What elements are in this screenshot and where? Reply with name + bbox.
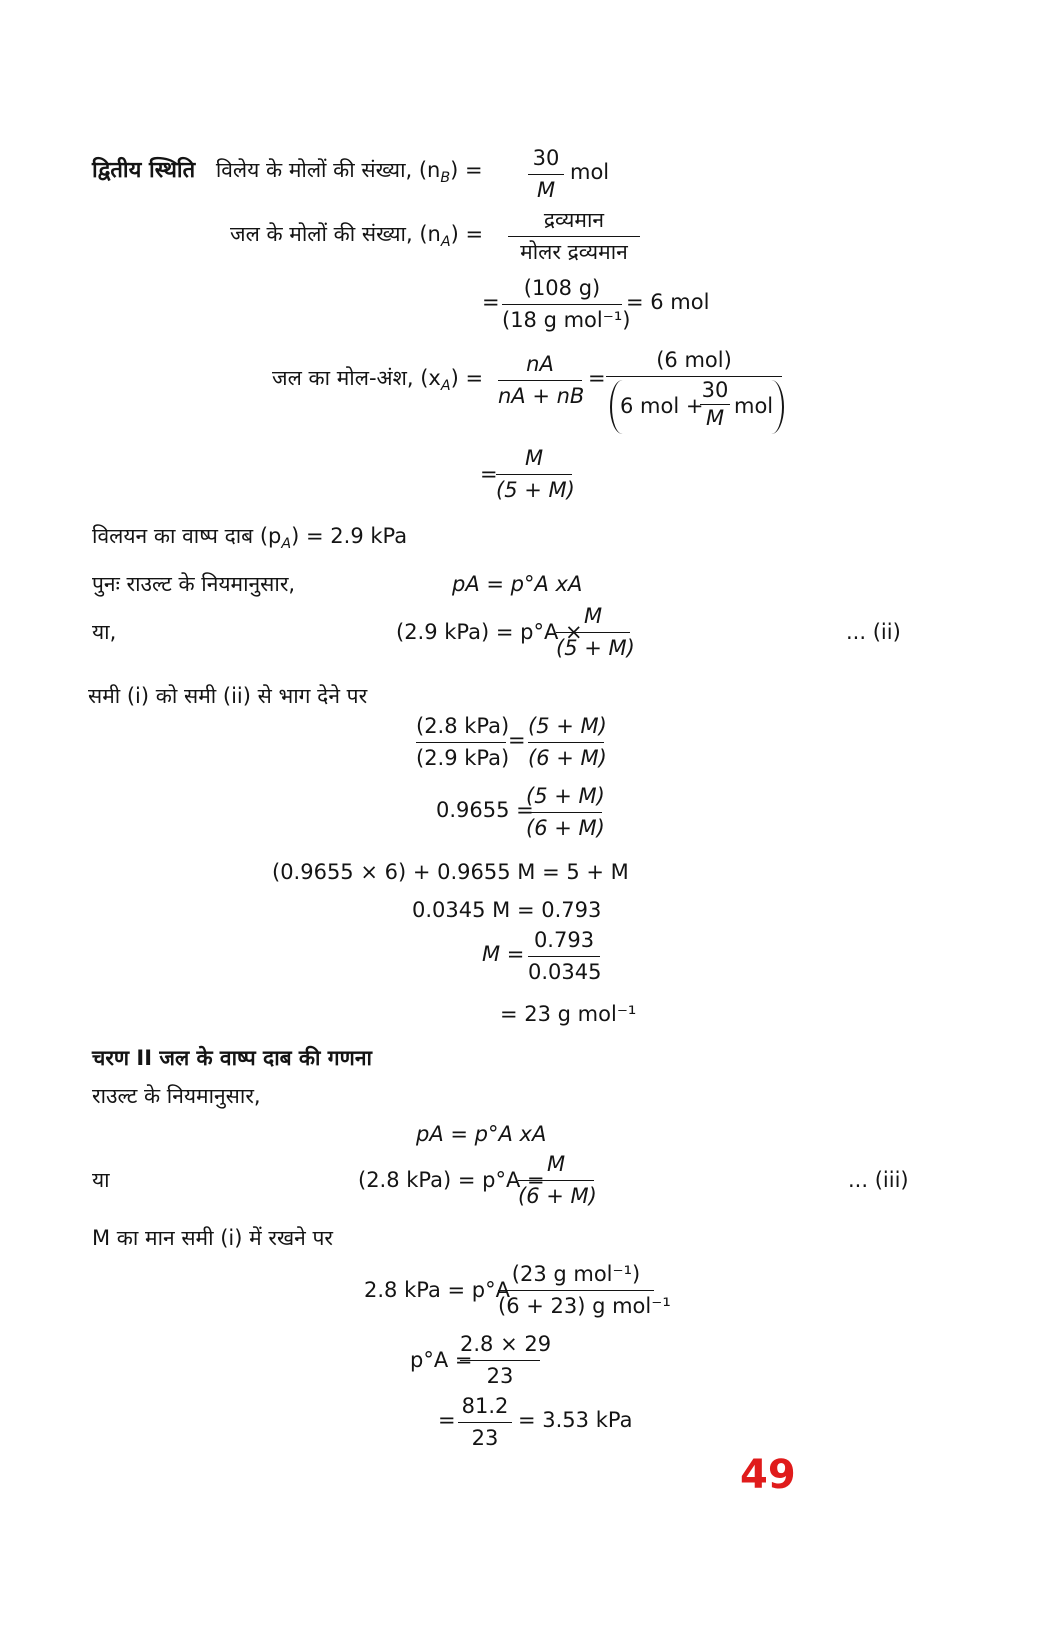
denominator-left: 6 mol +	[620, 394, 704, 418]
raoult-law-text-2: राउल्ट के नियमानुसार,	[92, 1084, 261, 1108]
division-text: समी (i) को समी (ii) से भाग देने पर	[88, 684, 368, 708]
page-number: 49	[740, 1452, 796, 1498]
substitution-text: M का मान समी (i) में रखने पर	[92, 1226, 333, 1250]
ratio-value-fraction: $\frac{(5 + M)}{(6 + M)}$	[526, 784, 605, 840]
or-label-2: या	[92, 1168, 110, 1192]
equation-iii-left: (2.8 kPa) = p°A =	[358, 1168, 545, 1192]
water-moles-calc: (108 g) (18 g mol⁻¹)	[502, 276, 631, 332]
substitution-left: 2.8 kPa = p°A	[364, 1278, 510, 1302]
or-label-1: या,	[92, 620, 117, 644]
ratio-left: (2.8 kPa) (2.9 kPa)	[416, 714, 510, 770]
mass-fraction: द्रव्यमान मोलर द्रव्यमान	[508, 210, 640, 263]
mole-fraction-label: जल का मोल-अंश, $(x_A)$ =	[272, 366, 484, 395]
pure-pressure-fraction: $\frac{2.8 \times 29}{23}$	[460, 1332, 552, 1388]
denominator-right: mol	[734, 394, 774, 418]
case2-block	[92, 160, 483, 185]
step-heading: चरण II जल के वाष्प दाब की गणना	[92, 1046, 372, 1070]
solution-vapour-pressure: विलयन का वाष्प दाब $(p_A) = 2.9$ kPa	[92, 524, 408, 553]
equation-ii-left: (2.9 kPa) = p°A ×	[396, 620, 583, 644]
solute-moles-label: विलेय के मोलों की संख्या, $(n_B)$ =	[215, 158, 483, 187]
ratio-value-left: 0.9655 =	[436, 798, 534, 822]
raoult-law-text: पुनः राउल्ट के नियमानुसार,	[92, 572, 296, 596]
solute-unit: mol	[570, 160, 610, 184]
expanded-equation: (0.9655 × 6) + 0.9655 M = 5 + M	[272, 860, 629, 884]
raoult-law-equation-2: pA = p°A xA	[416, 1122, 547, 1146]
final-equals: =	[438, 1408, 456, 1432]
molar-mass-left: M =	[482, 942, 525, 966]
denominator-inner-fraction: $\frac{30}{M}$	[701, 378, 729, 430]
water-moles-label: जल के मोलों की संख्या, $(n_A)$ =	[230, 222, 484, 251]
equals-sign-2: =	[588, 366, 606, 390]
mole-fraction-result: $\frac{M}{(5 + M)}$	[496, 446, 575, 502]
equals-sign-3: =	[480, 462, 498, 486]
equation-iii-ref: ... (iii)	[848, 1168, 909, 1192]
equals-sign-4: =	[508, 728, 526, 752]
equals-sign: =	[482, 290, 500, 314]
solute-moles-fraction: $\frac{30}{M}$	[528, 148, 564, 201]
molar-mass-fraction: $\frac{0.793}{0.0345}$	[528, 928, 602, 984]
molar-mass-result: = 23 g mol⁻¹	[500, 1002, 637, 1026]
pure-pressure-left: p°A =	[410, 1348, 473, 1372]
simplified-equation: 0.0345 M = 0.793	[412, 898, 602, 922]
section-heading: द्वितीय स्थिति	[92, 158, 196, 183]
final-result: = 3.53 kPa	[518, 1408, 633, 1432]
mole-fraction-symbolic: $\frac{nA}{nA + nB}$	[498, 352, 585, 408]
equation-iii-fraction: $\frac{M}{(6 + M)}$	[518, 1152, 597, 1208]
water-moles-result: = 6 mol	[626, 290, 710, 314]
equation-ii-fraction: $\frac{M}{(5 + M)}$	[556, 604, 635, 660]
mole-fraction-numeric: (6 mol)	[606, 350, 782, 377]
equation-ii-ref: ... (ii)	[846, 620, 901, 644]
substitution-fraction: (23 g mol⁻¹) (6 + 23) g mol⁻¹	[498, 1262, 671, 1318]
final-fraction: $\frac{81.2}{23}$	[458, 1396, 512, 1449]
ratio-right: $\frac{(5 + M)}{(6 + M)}$	[528, 714, 607, 770]
raoult-law-equation: pA = p°A xA	[452, 572, 583, 596]
